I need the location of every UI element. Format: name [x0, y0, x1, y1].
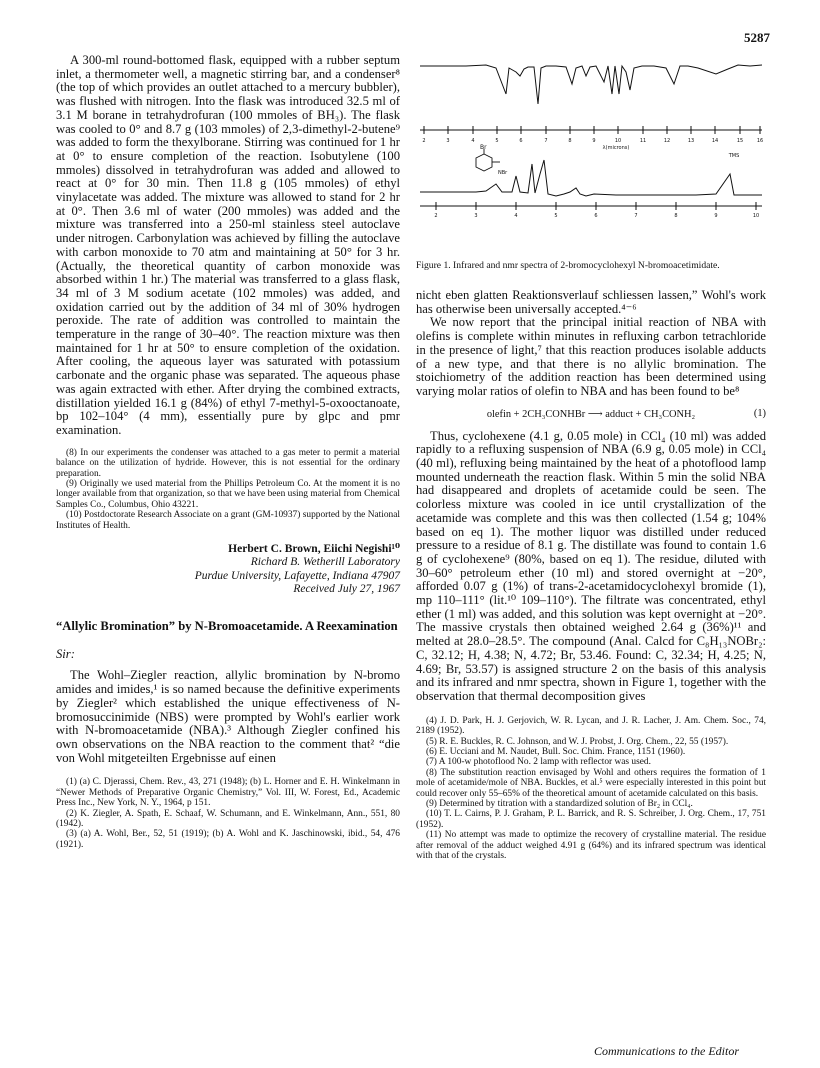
ir-tick-label: 8 [568, 138, 572, 144]
footnote-4: (4) J. D. Park, H. J. Gerjovich, W. R. Lycan, and J. R. Lacher, J. Am. Chem. Soc., 74, 2189 (1952). [416, 715, 766, 737]
structure-sketch [476, 144, 508, 176]
equation-number: (1) [753, 407, 766, 419]
nmr-tick-label: 8 [674, 213, 678, 219]
footnote-8: (8) In our experiments the condenser was attached to a gas meter to permit a material balance on the utilization of hydride. However, this is not essential for the ordinary preparation. [56, 447, 400, 479]
nmr-tick-label: 7 [634, 213, 638, 219]
nmr-spectrum-trace [420, 160, 762, 196]
ir-tick-label: 3 [446, 138, 450, 144]
nmr-tick-label: 3 [474, 213, 478, 219]
intro-paragraph: The Wohl–Ziegler reaction, allylic bromination by N-bromo amides and imides,¹ is so named because the definitive experiments by Ziegler² which established the unique effectiveness of N-bromosuccinimide (NBS) were prompted by Wohl's earlier work with N-bromoacetamide (NBA).³ Although Ziegler confined his own observations on the NBA reaction to the comment that² “die von Wohl mitgeteilten Ergebnisse auf einen [56, 668, 400, 765]
ir-tick-label: 16 [756, 138, 764, 144]
figure-caption: Figure 1. Infrared and nmr spectra of 2-bromocyclohexyl N-bromoacetimidate. [416, 260, 720, 271]
continued-paragraph: nicht eben glatten Reaktionsverlauf schliessen lassen,” Wohl's work has otherwise been universally accepted.⁴⁻⁶ [416, 288, 766, 316]
page-number: 5287 [744, 30, 770, 45]
ir-tick-label: 13 [687, 138, 695, 144]
footnote-10-right: (10) T. L. Cairns, P. J. Graham, P. L. Barrick, and R. S. Schreiber, J. Org. Chem., 17, 751 (1952). [416, 809, 766, 830]
ir-tick-label: 14 [711, 138, 719, 144]
right-footnotes [416, 716, 766, 862]
ir-tick-label: 15 [736, 138, 744, 144]
footnote-9-right: (9) Determined by titration with a standardized solution of Br₂ in CCl₄. [426, 798, 693, 809]
footnote-6: (6) E. Ucciani and M. Naudet, Bull. Soc. Chim. France, 1151 (1960). [426, 746, 686, 757]
article-title: “Allylic Bromination” by N-Bromoacetamide. A Reexamination [56, 618, 398, 633]
author-names: Herbert C. Brown, Eiichi Negishi¹⁰ [228, 542, 400, 555]
ir-tick-label: 4 [471, 138, 475, 144]
received-date: Received July 27, 1967 [293, 583, 400, 596]
nmr-tick-label: 6 [594, 213, 598, 219]
footnote-9: (9) Originally we used material from the Phillips Petroleum Co. At the moment it is no longer available from that organization, so that we have been using material from Chemical Samples Co., Columbus, Ohio 43221. [56, 478, 400, 510]
ir-tick-label: 12 [663, 138, 671, 144]
left-bottom-footnotes [56, 777, 400, 850]
experimental-paragraph: A 300-ml round-bottomed flask, equipped with a rubber septum inlet, a thermometer well, a magnetic stirring bar, and a condenser⁸ (the top of which provides an outlet attached to a mercury bubbler), was flushed with nitrogen. Into the flask was introduced 32.5 ml of 3.1 M borane in tetrahydrofuran (100 mmoles of BH₃). The flask was cooled to 0° and 8.7 g (103 mmoles) of 2,3-dimethyl-2-butene⁹ was added to form the thexylborane. Stirring was continued for 1 hr at 0° to ensure completion of the reaction. Isobutylene (100 mmoles) dissolved in tetrahydrofuran was added and allowed to react at 0° for 30 min. Then 11.8 g (105 mmoles) of ethyl vinylacetate was added. The mixture was allowed to stand for 2 hr at 0°. Then 3.6 ml of water (200 mmoles) was added and the mixture was transferred into a 250-ml stainless steel autoclave under nitrogen. Carbonylation was achieved by filling the autoclave with carbon monoxide to 70 atm and maintaining at 50° for 3 hr. (Actually, the theoretical quantity of carbon monoxide was absorbed within 1 hr.) The material was transferred to a glass flask, 34 ml of 3 M sodium acetate (102 mmoles) was added, and oxidation carried out by the addition of 34 ml of 30% hydrogen peroxide. The rate of addition was controlled to maintain the temperature in the range of 30–40°. The reaction mixture was then maintained for 1 hr at 50° to ensure completion of the oxidation. After cooling, the aqueous layer was saturated with potassium carbonate and the organic phase was separated. The aqueous phase was again extracted with ether. After drying the combined extracts, distillation yielded 16.1 g (84%) of ethyl 7-methyl-5-oxooctanoate, bp 102–104° (4 mm), essentially pure by glpc and pmr examination. [56, 53, 400, 437]
ir-tick-label: 10 [614, 138, 622, 144]
salutation: Sir: [56, 647, 75, 662]
nmr-tick-label: 5 [554, 213, 558, 219]
equation-text: olefin + 2CH₃CONHBr ⟶ adduct + CH₃CONH₂ [486, 408, 696, 420]
footnote-1: (1) (a) C. Djerassi, Chem. Rev., 43, 271 (1948); (b) L. Horner and E. H. Winkelmann in “Newer Methods of Preparative Organic Chemistry,” Vol. III, W. Forest, Ed., Academic Press Inc., New York, N. Y., 1964, p 151. [56, 777, 400, 809]
footnote-11: (11) No attempt was made to optimize the recovery of crystalline material. The residue after removal of the adduct weighed 4.91 g (64%) and its infrared spectrum was identical with that of the crystals. [416, 830, 766, 861]
footnote-7: (7) A 100-w photoflood No. 2 lamp with reflector was used. [426, 757, 651, 768]
figure-1 [416, 54, 766, 254]
laboratory: Richard B. Wetherill Laboratory [250, 556, 400, 569]
journal-section-footer: Communications to the Editor [594, 1044, 739, 1058]
equation-1 [416, 408, 766, 420]
ir-tick-label: 6 [519, 138, 523, 144]
nmr-tick-label: 10 [752, 213, 760, 219]
university: Purdue University, Lafayette, Indiana 47907 [194, 569, 400, 582]
left-column [56, 54, 400, 850]
tms-label: TMS [728, 153, 740, 159]
footnote-3: (3) (a) A. Wohl, Ber., 52, 51 (1919); (b) A. Wohl and K. Jaschinowski, ibid., 54, 476 (1921). [56, 829, 400, 850]
footnote-5: (5) R. E. Buckles, R. C. Johnson, and W. J. Probst, J. Org. Chem., 22, 55 (1957). [426, 736, 729, 747]
right-column [416, 54, 766, 861]
footnote-2: (2) K. Ziegler, A. Spath, E. Schaaf, W. Schumann, and E. Winkelmann, Ann., 551, 80 (1942). [56, 808, 400, 829]
footnote-10: (10) Postdoctorate Research Associate on a grant (GM-10937) supported by the National Institutes of Health. [56, 510, 400, 531]
footnote-8-right: (8) The substitution reaction envisaged by Wohl and others requires the formation of 1 mole of acetamide/mole of NBA. Buckles, et al.⁵ were especially interested in this point but could recover only 55–65% of the theoretical amount of acetamide calculated on this basis. [416, 767, 766, 799]
ir-tick-label: 5 [495, 138, 499, 144]
ir-tick-label: 2 [422, 138, 426, 144]
nmr-tick-label: 2 [434, 213, 438, 219]
left-top-footnotes [56, 448, 400, 531]
ir-tick-label: 11 [639, 138, 647, 144]
ir-tick-label: 7 [544, 138, 548, 144]
report-paragraph: We now report that the principal initial reaction of NBA with olefins is complete within minutes in refluxing carbon tetrachloride in the presence of light,⁷ that this reaction produces isolable adducts of a new type, and that there is no allylic bromination. The stoichiometry of the addition reaction has been determined using varying molar ratios of olefin to NBA and has been found to be⁸ [416, 315, 766, 398]
nmr-tick-label: 4 [514, 213, 518, 219]
ir-spectrum-trace [420, 65, 762, 104]
svg-text:Br: Br [480, 144, 487, 151]
author-signature [56, 543, 400, 597]
ir-tick-label: 9 [592, 138, 596, 144]
ir-axis-unit: λ(microns) [602, 145, 630, 151]
procedure-paragraph: Thus, cyclohexene (4.1 g, 0.05 mole) in CCl₄ (10 ml) was added rapidly to a refluxing suspension of NBA (6.9 g, 0.05 mole) in CCl₄ (40 ml), refluxing being maintained by the heat of a photoflood lamp mounted underneath the reaction flask. Within 5 min the solid NBA had disappeared and droplets of acetamide could be seen. The colorless mixture was cooled in ice until crystallization of the acetamide was complete and this was then collected (1.54 g; 104% based on eq 1). The mother liquor was distilled under reduced pressure to a residue of 8.1 g. The distillate was found to contain 1.6 g of cyclohexene⁹ (80%, based on eq 1). The residue, diluted with 30–60° petroleum ether (10 ml) and stored overnight at −20°, afforded 0.07 g (1%) of trans-2-acetamidocyclohexyl bromide (1), mp 110–111° (lit.¹⁰ 109–110°). The filtrate was concentrated, ethyl ether (1 ml) was added, and this solution was kept overnight at −20°. The massive crystals then obtained weighed 2.64 g (36%)¹¹ and melted at 28.0–28.5°. The compound (Anal. Calcd for C₈H₁₃NOBr₂: C, 32.12; H, 4.38; N, 4.72; Br, 53.46. Found: C, 32.34; H, 4.25; N, 4.69; Br, 53.57) is assigned structure 2 on the basis of this analysis and its infrared and nmr spectra, shown in Figure 1, together with the observation that thermal decomposition gives [416, 428, 766, 703]
nmr-tick-label: 9 [714, 213, 718, 219]
svg-text:NBr: NBr [498, 170, 508, 176]
spectra-figure [416, 54, 766, 254]
